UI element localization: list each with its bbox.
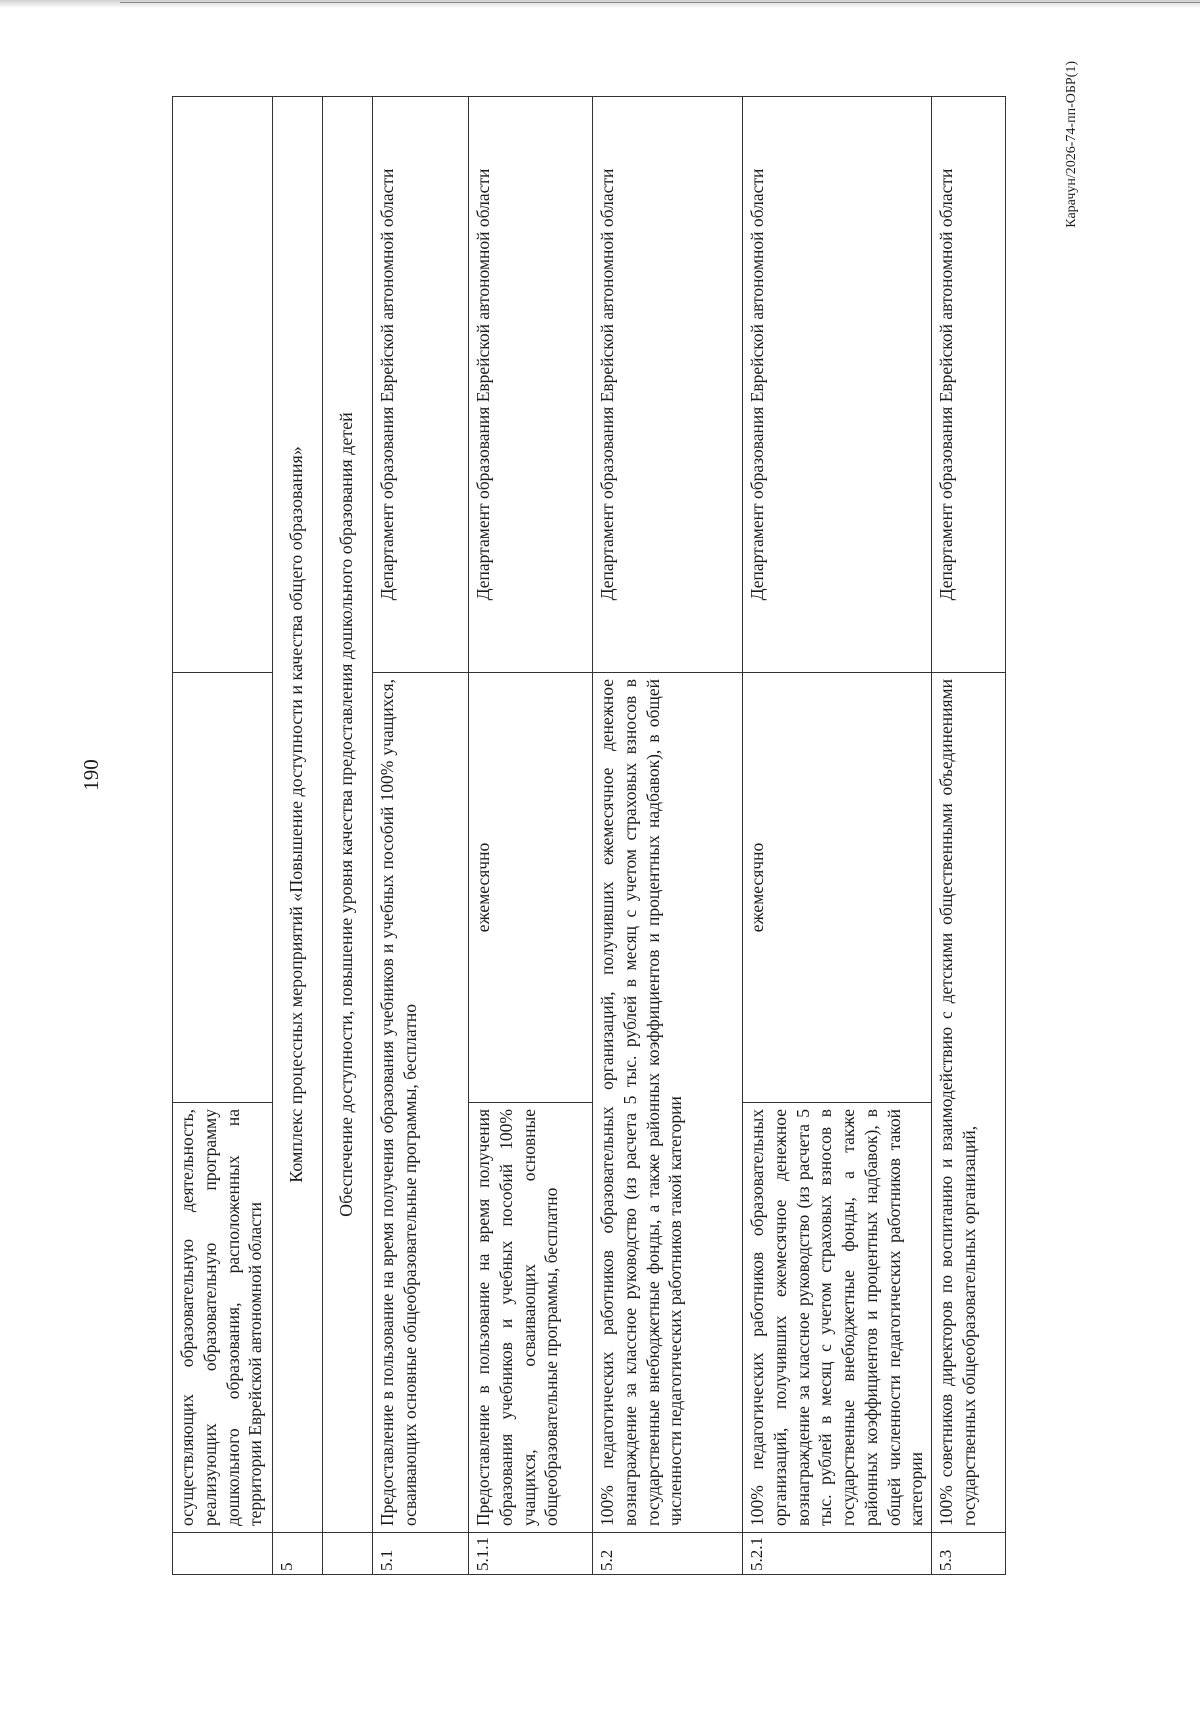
table-row <box>173 97 273 1575</box>
row-responsible: Департамент образования Еврейской автономной области <box>743 97 932 673</box>
table-row <box>932 97 1006 1575</box>
row-description: осуществляющих образовательную деятельность, реализующих образовательную программу дошкольного образования, расположенных на территории Еврейской автономной области <box>173 1103 273 1533</box>
row-number: 5 <box>273 1533 323 1575</box>
row-number <box>173 1533 273 1575</box>
table-row <box>323 97 373 1575</box>
document-code: Карачун/2026-74-пп-ОБР(1) <box>1064 61 1079 228</box>
row-responsible: Департамент образования Еврейской автономной области <box>469 97 593 673</box>
measures-table <box>172 96 1006 1575</box>
subsection-heading: Обеспечение доступности, повышение уровня качества предоставления дошкольного образования детей <box>323 97 373 1533</box>
table-row <box>743 97 932 1575</box>
row-number: 5.2 <box>593 1533 743 1575</box>
row-frequency: ежемесячно <box>743 673 932 1103</box>
row-description: 100% педагогических работников образовательных организаций, получивших ежемесячное денежное вознаграждение за классное руководство (из расчета 5 тыс. рублей в месяц с учетом страховых взносов в государственные внебюджетные фонды, а также районных коэффициентов и процентных надбавок), в общей численности педагогических работников такой категории <box>593 673 743 1533</box>
row-description: Предоставление в пользование на время получения образования учебников и учебных пособий 100% учащихся, осваивающих основные общеобразовательные программы, бесплатно <box>469 1103 593 1533</box>
table-row <box>373 97 469 1575</box>
row-responsible <box>173 97 273 673</box>
row-frequency <box>173 673 273 1103</box>
row-frequency: ежемесячно <box>469 673 593 1103</box>
row-number: 5.1 <box>373 1533 469 1575</box>
row-responsible: Департамент образования Еврейской автономной области <box>593 97 743 673</box>
row-number: 5.2.1 <box>743 1533 932 1575</box>
table-row <box>469 97 593 1575</box>
rotated-page-content <box>79 61 1079 1575</box>
row-description: 100% педагогических работников образовательных организаций, получивших ежемесячное денежное вознаграждение за классное руководство (из расчета 5 тыс. рублей в месяц с учетом страховых взносов в государственные внебюджетные фонды, а также районных коэффициентов и процентных надбавок), в общей численности педагогических работников такой категории <box>743 1103 932 1533</box>
table-row <box>593 97 743 1575</box>
row-responsible: Департамент образования Еврейской автономной области <box>932 97 1006 673</box>
row-responsible: Департамент образования Еврейской автономной области <box>373 97 469 673</box>
row-number: 5.3 <box>932 1533 1006 1575</box>
row-number <box>323 1533 373 1575</box>
row-description: 100% советников директоров по воспитанию и взаимодействию с детскими общественными объединениями государственных общеобразовательных организаций, <box>932 673 1006 1533</box>
section-heading: Комплекс процессных мероприятий «Повышение доступности и качества общего образования» <box>273 97 323 1533</box>
page-number: 190 <box>79 759 103 791</box>
top-edge-line <box>0 0 1200 8</box>
table-row <box>273 97 323 1575</box>
row-number: 5.1.1 <box>469 1533 593 1575</box>
row-description: Предоставление в пользование на время получения образования учебников и учебных пособий 100% учащихся, осваивающих основные общеобразовательные программы, бесплатно <box>373 673 469 1533</box>
